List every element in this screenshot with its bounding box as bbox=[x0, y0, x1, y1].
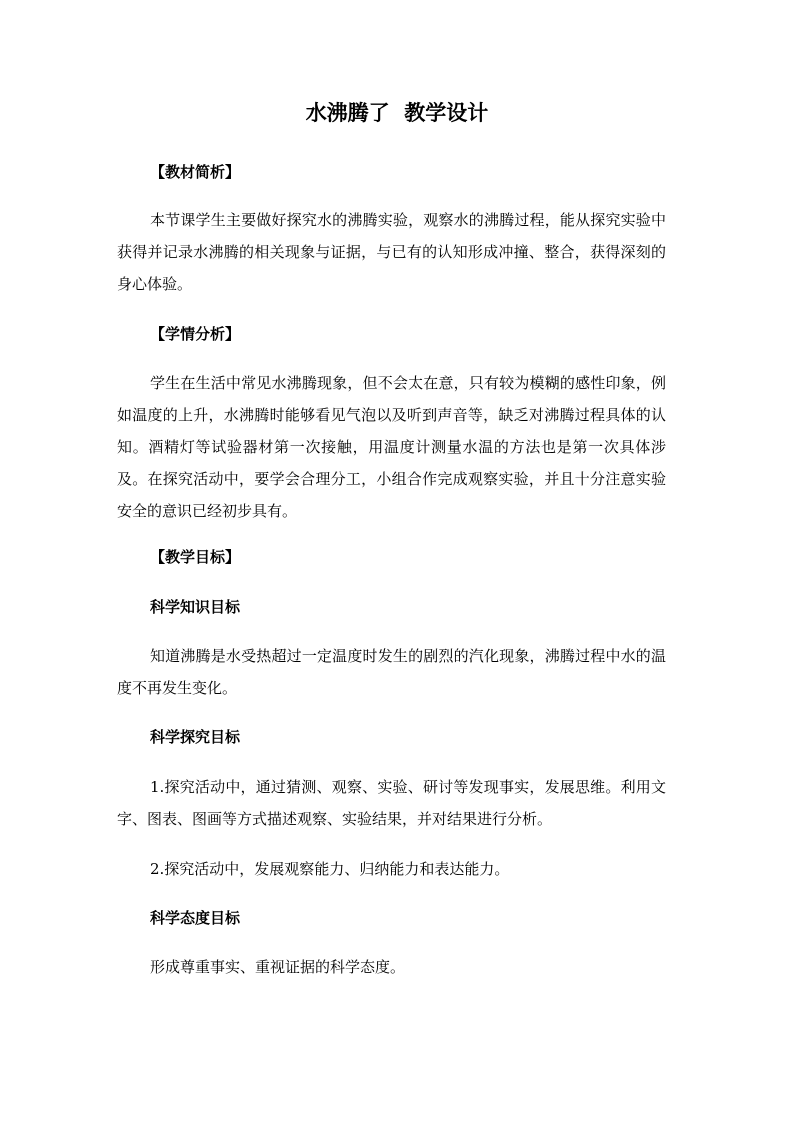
paragraph-attitude-objective: 形成尊重事实、重视证据的科学态度。 bbox=[150, 958, 406, 976]
subheading-knowledge-objective: 科学知识目标 bbox=[150, 598, 241, 616]
paragraph-inquiry-objective-item-2: 2.探究活动中，发展观察能力、归纳能力和表达能力。 bbox=[150, 860, 510, 878]
section-heading-student-analysis: 【学情分析】 bbox=[150, 325, 241, 343]
paragraph-knowledge-objective: 知道沸腾是水受热超过一定温度时发生的剧烈的汽化现象，沸腾过程中水的温 度不再发生变化。 bbox=[117, 647, 666, 697]
paragraph-inquiry-objective-item-1: 1.探究活动中，通过猜测、观察、实验、研讨等发现事实，发展思维。利用文字、图表、图画等方式描述观察、实验结果，并对结果进行分析。 bbox=[117, 778, 666, 828]
document-title: 水沸腾了 教学设计 bbox=[305, 100, 489, 125]
section-heading-teaching-objectives: 【教学目标】 bbox=[150, 548, 241, 566]
section-heading-textbook-analysis: 【教材简析】 bbox=[150, 163, 241, 181]
paragraph-textbook-analysis: 本节课学生主要做好探究水的沸腾实验，观察水的沸腾过程，能从探究实验中获得并记录水沸腾的相关现象与证据，与已有的认知形成冲撞、整合，获得深刻的身心体验。 bbox=[117, 211, 666, 293]
paragraph-student-analysis: 学生在生活中常见水沸腾现象，但不会太在意，只有较为模糊的感性印象，例如温度的上升，水沸腾时能够看见气泡以及听到声音等，缺乏对沸腾过程具体的认知。酒精灯等试验器材第一次接触，用温度计测量水温的方法也是第一次具体涉及。在探究活动中，要学会合理分工，小组合作完成观察实验，并且十分注意实验安全的意识已经初步具有。 bbox=[117, 374, 666, 520]
subheading-attitude-objective: 科学态度目标 bbox=[150, 909, 241, 927]
subheading-inquiry-objective: 科学探究目标 bbox=[150, 728, 241, 746]
